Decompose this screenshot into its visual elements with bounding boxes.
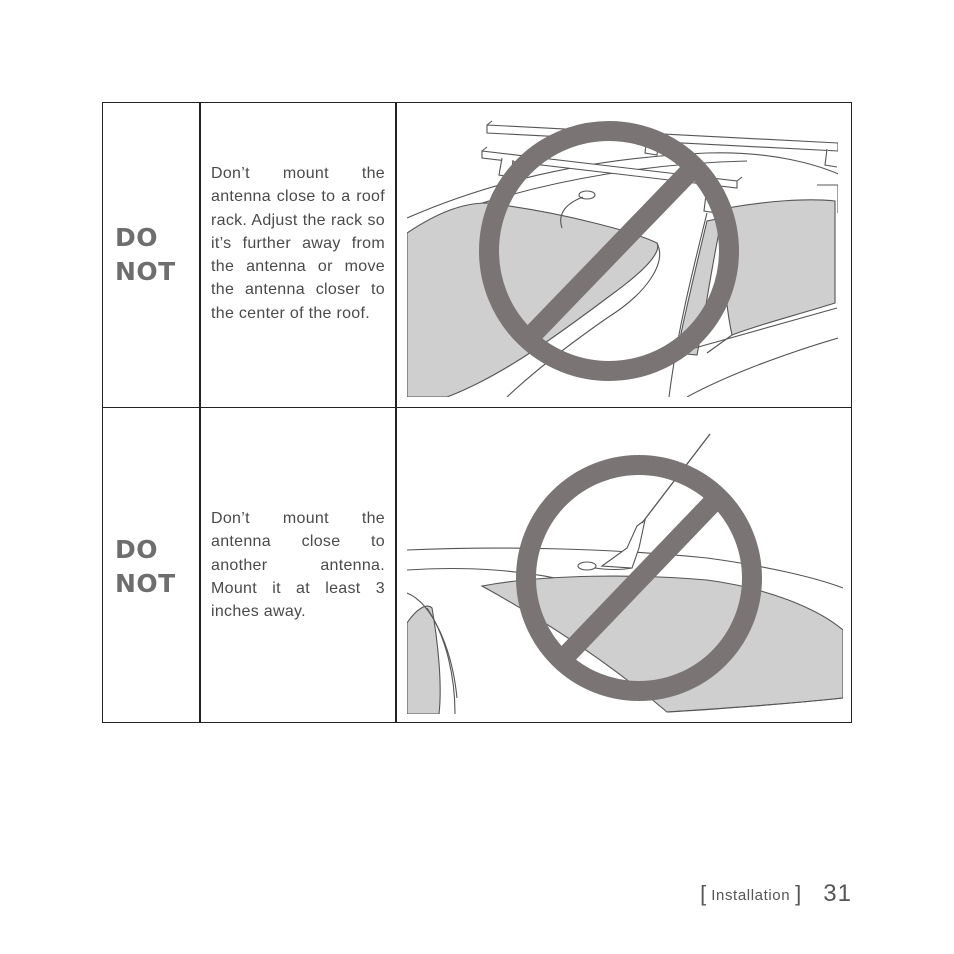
illustration-cell xyxy=(397,103,851,407)
table-row xyxy=(103,408,851,722)
label-line-1: DO xyxy=(115,535,159,564)
label-line-1: DO xyxy=(115,223,159,252)
second-antenna-illustration xyxy=(407,408,853,722)
do-not-label xyxy=(115,533,176,601)
description-text: Don’t mount the antenna close to another antenna. Mount it at least 3 inches away. xyxy=(211,510,385,621)
description-text: Don’t mount the antenna close to a roof rack. Adjust the rack so it’s further away from the antenna or move the antenna closer to the center of the roof. xyxy=(211,165,385,322)
label-line-2: NOT xyxy=(115,569,176,598)
description-cell xyxy=(201,408,397,722)
label-cell xyxy=(103,408,201,722)
bracket-close: ] xyxy=(795,881,802,906)
instruction-table xyxy=(102,102,852,723)
label-cell xyxy=(103,103,201,407)
page-footer xyxy=(700,876,852,912)
bracket-open: [ xyxy=(700,881,707,906)
roof-rack-illustration xyxy=(407,103,853,408)
table-row xyxy=(103,103,851,408)
do-not-label xyxy=(115,221,176,289)
illustration-cell xyxy=(397,408,851,722)
description-cell xyxy=(201,103,397,407)
page-number: 31 xyxy=(823,880,852,907)
section-title: Installation xyxy=(711,886,791,904)
label-line-2: NOT xyxy=(115,257,176,286)
